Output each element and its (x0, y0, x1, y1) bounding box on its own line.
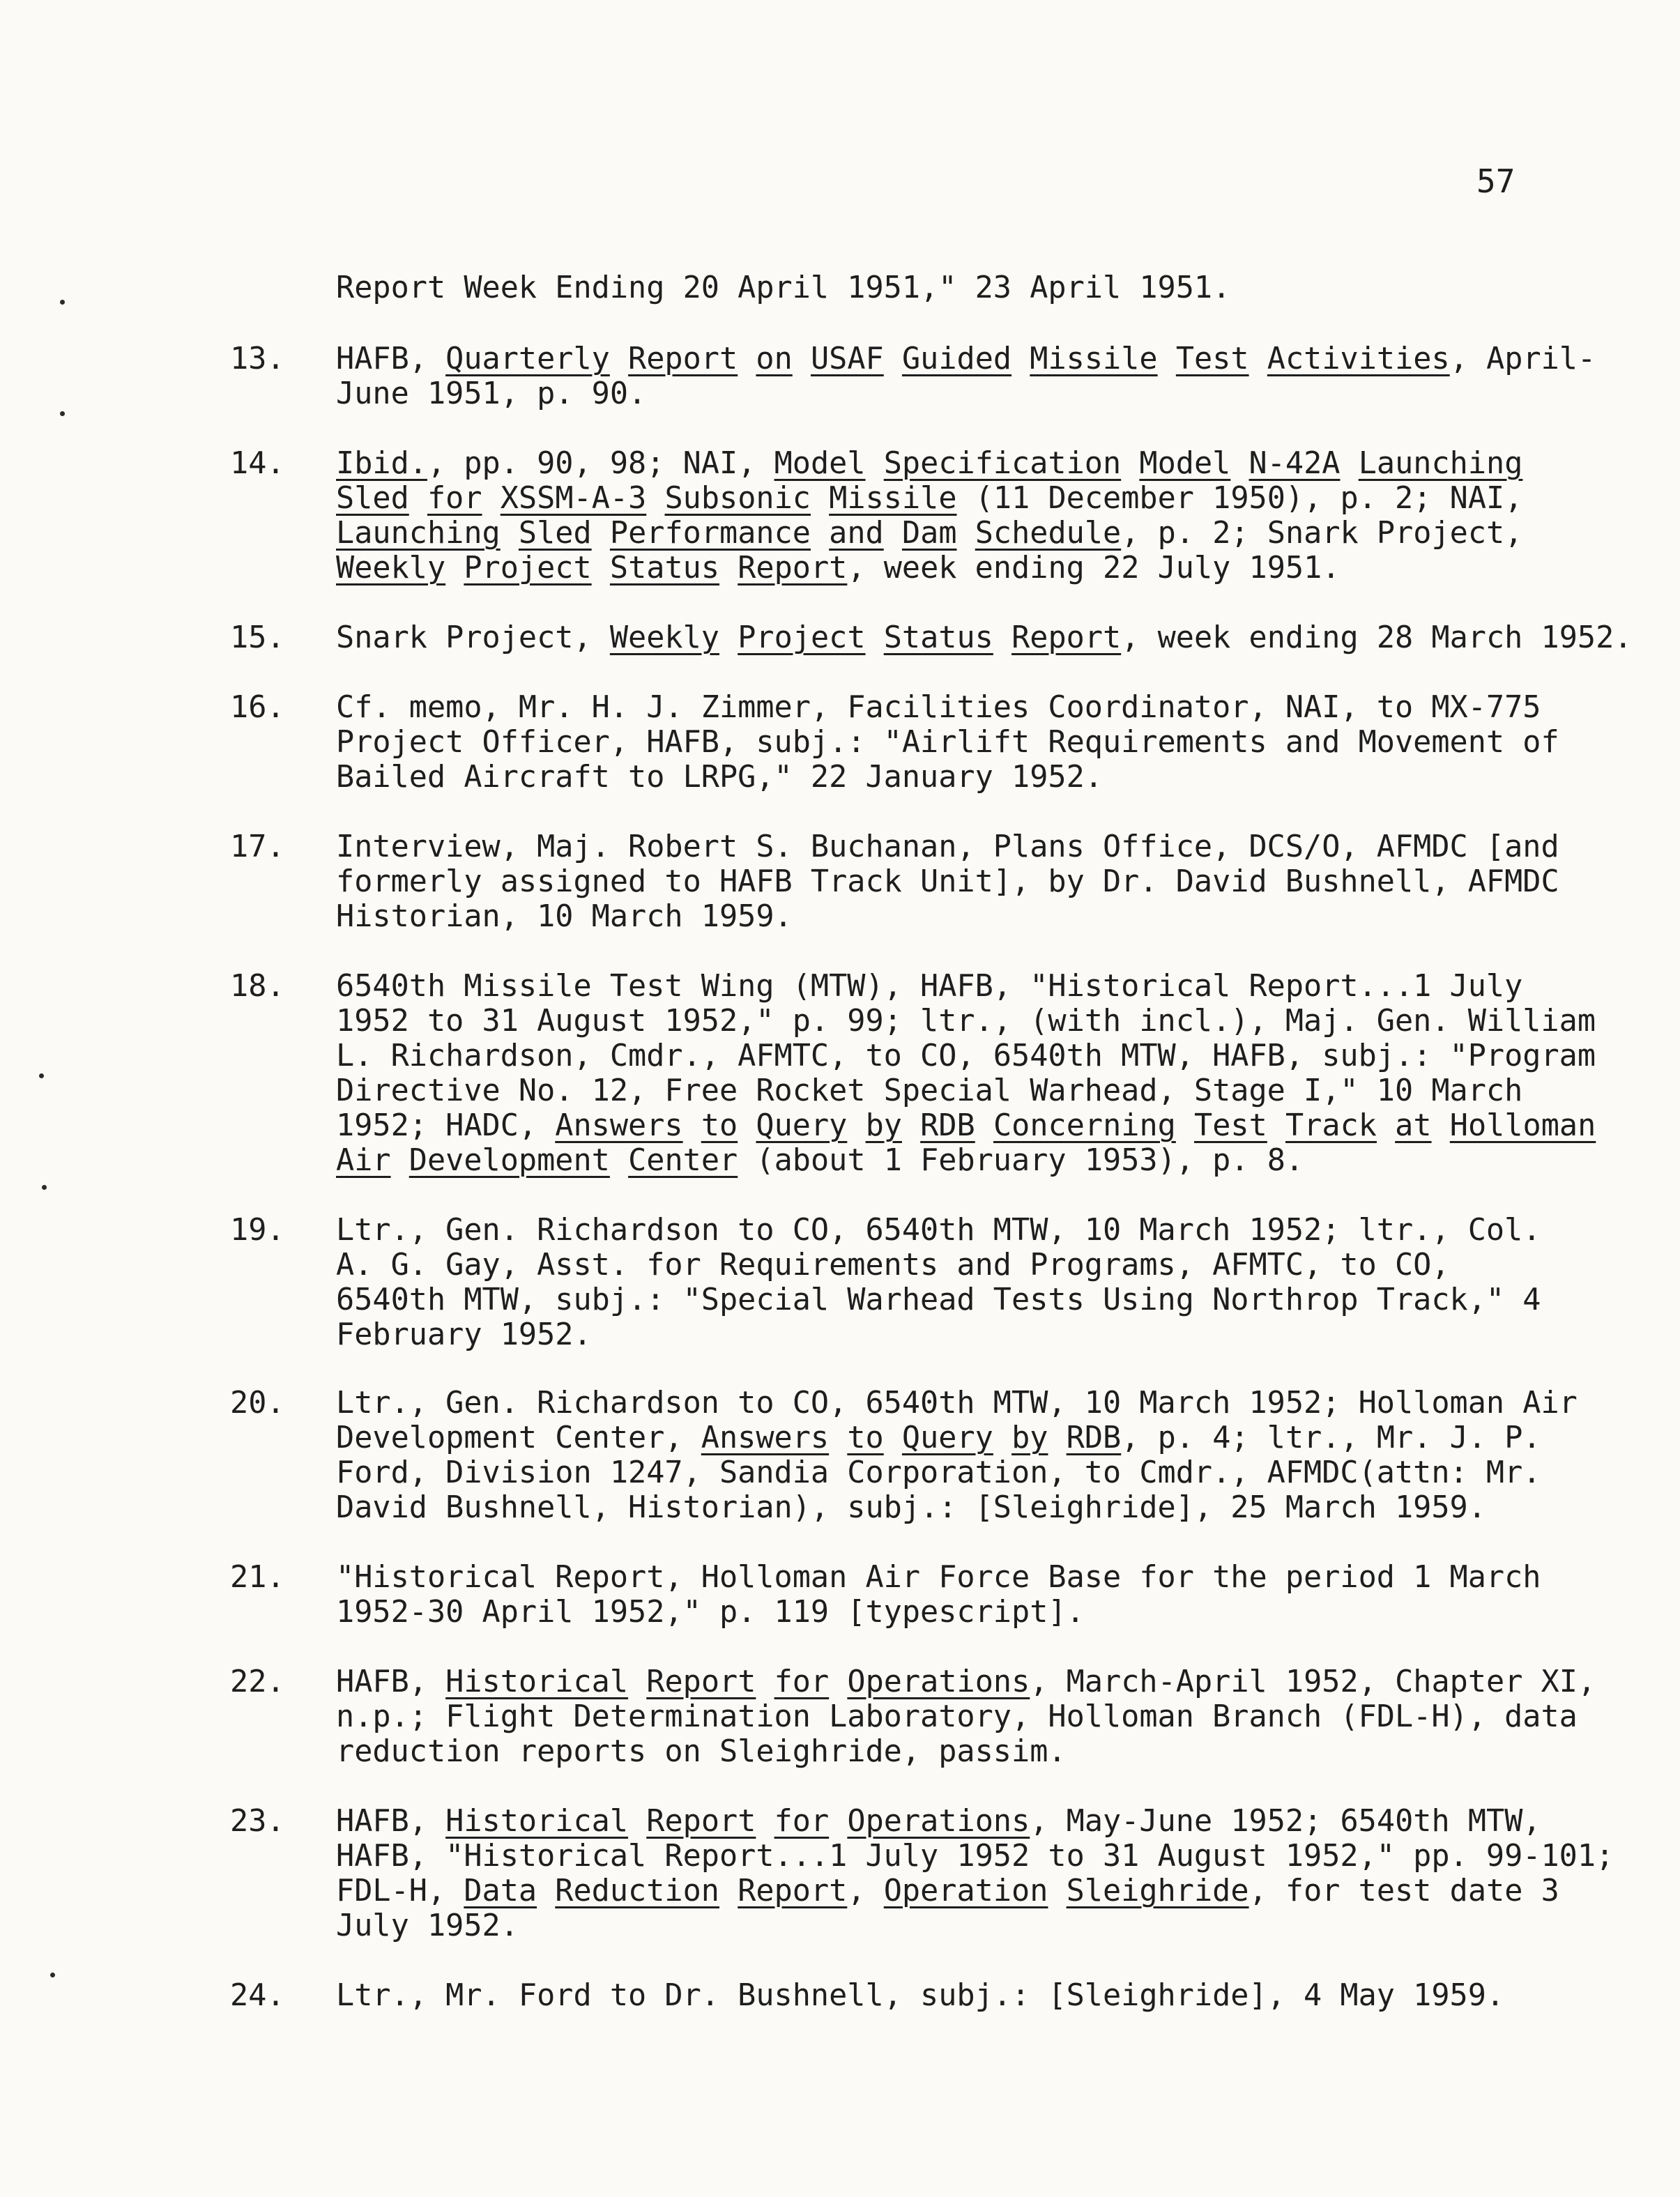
endnote-line: Air Development Center (about 1 February 1953), p. 8. (336, 1143, 1304, 1178)
underlined-title-word: Holloman (1449, 1108, 1596, 1143)
underlined-title-word: Operation (883, 1874, 1048, 1908)
underlined-title-word: Reduction (555, 1874, 719, 1908)
endnote-number: 21. (230, 1560, 285, 1595)
underlined-title-word: Ibid. (336, 446, 427, 481)
margin-speck (60, 300, 65, 305)
underlined-title-word: Data (464, 1874, 537, 1908)
underlined-title-word: for (427, 481, 482, 516)
endnote-number: 13. (230, 342, 285, 376)
underlined-title-word: and (829, 516, 884, 551)
endnote-line: Launching Sled Performance and Dam Schedule, p. 2; Snark Project, (336, 516, 1523, 551)
margin-speck (50, 1973, 55, 1977)
underlined-title-word: Operations (847, 1664, 1030, 1699)
endnote-line: Historian, 10 March 1959. (336, 899, 793, 934)
underlined-title-word: Operations (847, 1804, 1030, 1839)
underlined-title-word: Guided (901, 342, 1012, 376)
endnote-text (336, 1560, 1591, 1630)
endnote-number: 22. (230, 1664, 285, 1699)
underlined-title-word: Answers (555, 1108, 683, 1143)
underlined-title-word: to (701, 1108, 738, 1143)
endnote-line: Sled for XSSM-A-3 Subsonic Missile (11 December 1950), p. 2; NAI, (336, 481, 1523, 516)
endnote-number: 23. (230, 1804, 285, 1839)
underlined-title-word: for (774, 1664, 830, 1699)
endnote-line: Ibid., pp. 90, 98; NAI, Model Specification Model N-42A Launching (336, 446, 1523, 481)
endnote-line: HAFB, Historical Report for Operations, May-June 1952; 6540th MTW, (336, 1804, 1541, 1839)
underlined-title-word: at (1395, 1108, 1432, 1143)
underlined-title-word: N-42A (1248, 446, 1341, 481)
underlined-title-word: Quarterly (445, 342, 610, 376)
endnote-line: L. Richardson, Cmdr., AFMTC, to CO, 6540th MTW, HAFB, subj.: "Program (336, 1039, 1596, 1073)
endnote-line: HAFB, Quarterly Report on USAF Guided Missile Test Activities, April- (336, 342, 1596, 376)
underlined-title-word: Sled (336, 481, 409, 516)
underlined-title-word: Status (883, 620, 993, 655)
endnote-line: 1952-30 April 1952," p. 119 [typescript]. (336, 1595, 1085, 1630)
underlined-title-word: Missile (829, 481, 957, 516)
endnote-text (336, 1664, 1596, 1769)
underlined-title-word: Missile (1030, 342, 1158, 376)
endnote-line: Bailed Aircraft to LRPG," 22 January 1952. (336, 760, 1103, 795)
underlined-title-word: Concerning (993, 1108, 1176, 1143)
underlined-title-word: Test (1175, 342, 1249, 376)
underlined-title-word: to (847, 1421, 884, 1455)
endnote-line: Cf. memo, Mr. H. J. Zimmer, Facilities Coordinator, NAI, to MX-775 (336, 690, 1541, 725)
underlined-title-word: Query (756, 1108, 848, 1143)
endnote-line: David Bushnell, Historian), subj.: [Sleighride], 25 March 1959. (336, 1490, 1486, 1525)
underlined-title-word: Track (1285, 1108, 1377, 1143)
underlined-title-word: Air (336, 1143, 391, 1178)
underlined-title-word: Status (609, 551, 720, 585)
underlined-title-word: Launching (336, 516, 501, 551)
underlined-title-word: Weekly (609, 620, 719, 655)
underlined-title-word: XSSM-A-3 (500, 481, 647, 516)
endnote-text (336, 620, 1633, 655)
endnote-line: "Historical Report, Holloman Air Force Base for the period 1 March (336, 1560, 1541, 1595)
underlined-title-word: Project (464, 551, 592, 585)
underlined-title-word: Project (738, 620, 866, 655)
endnote-number: 24. (230, 1978, 285, 2013)
continued-note-line: Report Week Ending 20 April 1951," 23 April 1951. (336, 270, 1231, 305)
underlined-title-word: Query (901, 1421, 993, 1455)
underlined-title-word: USAF (810, 342, 884, 376)
underlined-title-word: Center (628, 1143, 738, 1178)
underlined-title-word: Launching (1358, 446, 1523, 481)
underlined-title-word: Report (738, 551, 848, 585)
endnote-line: HAFB, "Historical Report...1 July 1952 to 31 August 1952," pp. 99-101; (336, 1839, 1614, 1874)
endnote-line: n.p.; Flight Determination Laboratory, Holloman Branch (FDL-H), data (336, 1699, 1578, 1734)
endnote-line: Snark Project, Weekly Project Status Report, week ending 28 March 1952. (336, 620, 1633, 655)
endnote-number: 17. (230, 829, 285, 864)
endnote-line: HAFB, Historical Report for Operations, March-April 1952, Chapter XI, (336, 1664, 1596, 1699)
underlined-title-word: on (756, 342, 793, 376)
underlined-title-word: Specification (883, 446, 1122, 481)
endnote-line: June 1951, p. 90. (336, 376, 647, 411)
endnote-line: 6540th Missile Test Wing (MTW), HAFB, "Historical Report...1 July (336, 969, 1523, 1004)
endnote-number: 20. (230, 1386, 285, 1421)
underlined-title-word: Performance (609, 516, 811, 551)
underlined-title-word: Weekly (336, 551, 446, 585)
endnote-line: formerly assigned to HAFB Track Unit], by Dr. David Bushnell, AFMDC (336, 864, 1559, 899)
endnote-line: February 1952. (336, 1317, 592, 1352)
underlined-title-word: Historical (445, 1664, 629, 1699)
underlined-title-word: by (1011, 1421, 1048, 1455)
endnote-line: Weekly Project Status Report, week ending 22 July 1951. (336, 551, 1341, 585)
endnote-text (336, 1386, 1591, 1525)
endnote-line: July 1952. (336, 1908, 519, 1943)
underlined-title-word: by (865, 1108, 902, 1143)
underlined-title-word: Sled (518, 516, 592, 551)
underlined-title-word: Report (646, 1664, 756, 1699)
margin-speck (39, 1073, 44, 1078)
endnote-line: Interview, Maj. Robert S. Buchanan, Plans Office, DCS/O, AFMDC [and (336, 829, 1559, 864)
underlined-title-word: Sleighride (1066, 1874, 1249, 1908)
underlined-title-word: Report (1011, 620, 1122, 655)
endnote-text (336, 1978, 1591, 2013)
underlined-title-word: Answers (701, 1421, 830, 1455)
endnote-line: Development Center, Answers to Query by RDB, p. 4; ltr., Mr. J. P. (336, 1421, 1541, 1455)
underlined-title-word: for (774, 1804, 830, 1839)
underlined-title-word: Dam (901, 516, 957, 551)
endnote-line: reduction reports on Sleighride, passim. (336, 1734, 1067, 1769)
endnote-line: 6540th MTW, subj.: "Special Warhead Tests Using Northrop Track," 4 (336, 1283, 1541, 1317)
underlined-title-word: Model (1139, 446, 1231, 481)
endnote-text (336, 446, 1591, 585)
underlined-title-word: Report (646, 1804, 756, 1839)
endnote-line: FDL-H, Data Reduction Report, Operation Sleighride, for test date 3 (336, 1874, 1559, 1908)
endnote-line: Ford, Division 1247, Sandia Corporation, to Cmdr., AFMDC(attn: Mr. (336, 1455, 1541, 1490)
underlined-title-word: RDB (1066, 1421, 1122, 1455)
endnote-number: 18. (230, 969, 285, 1004)
endnote-text (336, 969, 1596, 1178)
underlined-title-word: Activities (1267, 342, 1450, 376)
endnote-text (336, 1213, 1591, 1352)
endnote-line: A. G. Gay, Asst. for Requirements and Programs, AFMTC, to CO, (336, 1248, 1450, 1283)
endnote-number: 15. (230, 620, 285, 655)
endnote-text (336, 829, 1591, 934)
page-number: 57 (1476, 162, 1515, 200)
underlined-title-word: Test (1194, 1108, 1267, 1143)
endnote-text (336, 1804, 1614, 1943)
endnote-line: Ltr., Mr. Ford to Dr. Bushnell, subj.: [Sleighride], 4 May 1959. (336, 1978, 1505, 2013)
endnote-text (336, 690, 1591, 795)
underlined-title-word: Development (408, 1143, 610, 1178)
endnote-line: Project Officer, HAFB, subj.: "Airlift Requirements and Movement of (336, 725, 1559, 760)
endnote-number: 16. (230, 690, 285, 725)
endnote-line: Directive No. 12, Free Rocket Special Warhead, Stage I," 10 March (336, 1073, 1523, 1108)
margin-speck (60, 411, 65, 416)
endnote-line: 1952 to 31 August 1952," p. 99; ltr., (with incl.), Maj. Gen. William (336, 1004, 1596, 1039)
endnote-line: 1952; HADC, Answers to Query by RDB Concerning Test Track at Holloman (336, 1108, 1596, 1143)
endnote-line: Ltr., Gen. Richardson to CO, 6540th MTW, 10 March 1952; ltr., Col. (336, 1213, 1541, 1248)
endnote-number: 19. (230, 1213, 285, 1248)
underlined-title-word: RDB (920, 1108, 975, 1143)
endnote-line: Ltr., Gen. Richardson to CO, 6540th MTW, 10 March 1952; Holloman Air (336, 1386, 1578, 1421)
underlined-title-word: Subsonic (664, 481, 811, 516)
endnote-number: 14. (230, 446, 285, 481)
underlined-title-word: Report (738, 1874, 848, 1908)
endnote-text (336, 342, 1596, 411)
underlined-title-word: Historical (445, 1804, 629, 1839)
margin-speck (42, 1185, 47, 1190)
underlined-title-word: Model (774, 446, 866, 481)
underlined-title-word: Schedule (975, 516, 1122, 551)
underlined-title-word: Report (628, 342, 738, 376)
